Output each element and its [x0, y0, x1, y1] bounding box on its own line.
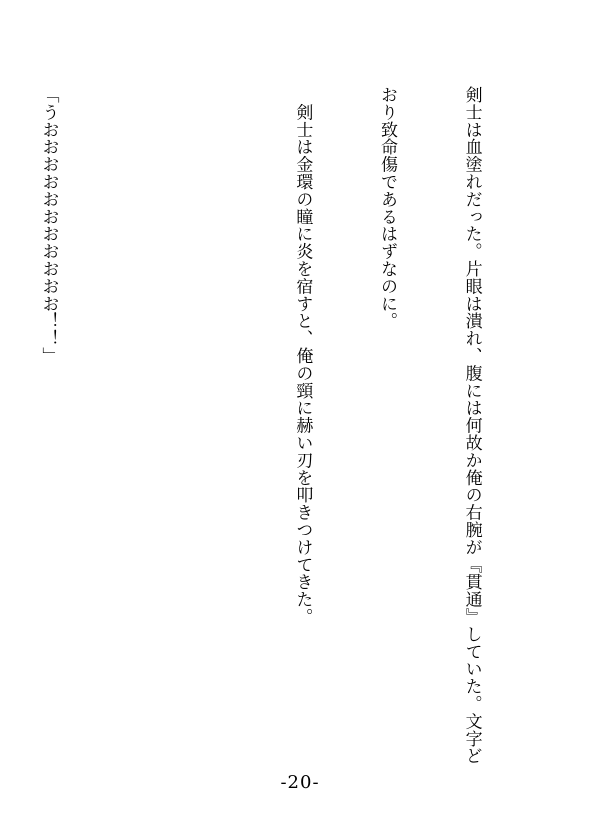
blank-line [204, 86, 232, 772]
page-number: -20- [280, 772, 320, 793]
text-line-1: 剣士は血塗れだった。片眼は潰れ、腹には何故か俺の右腕が『貫通』していた。文字ど [461, 86, 482, 765]
text-line-3: 剣士は金環の瞳に炎を宿すと、俺の頸に赫い刃を叩きつけてきた。 [292, 86, 313, 626]
text-line-2: おり致命傷であるはずなのに。 [376, 86, 397, 330]
dialogue-line-1: 「うおおおおおおおおおおお！！」 [38, 86, 59, 365]
blank-line [119, 86, 147, 772]
vertical-text-body [0, 86, 542, 772]
